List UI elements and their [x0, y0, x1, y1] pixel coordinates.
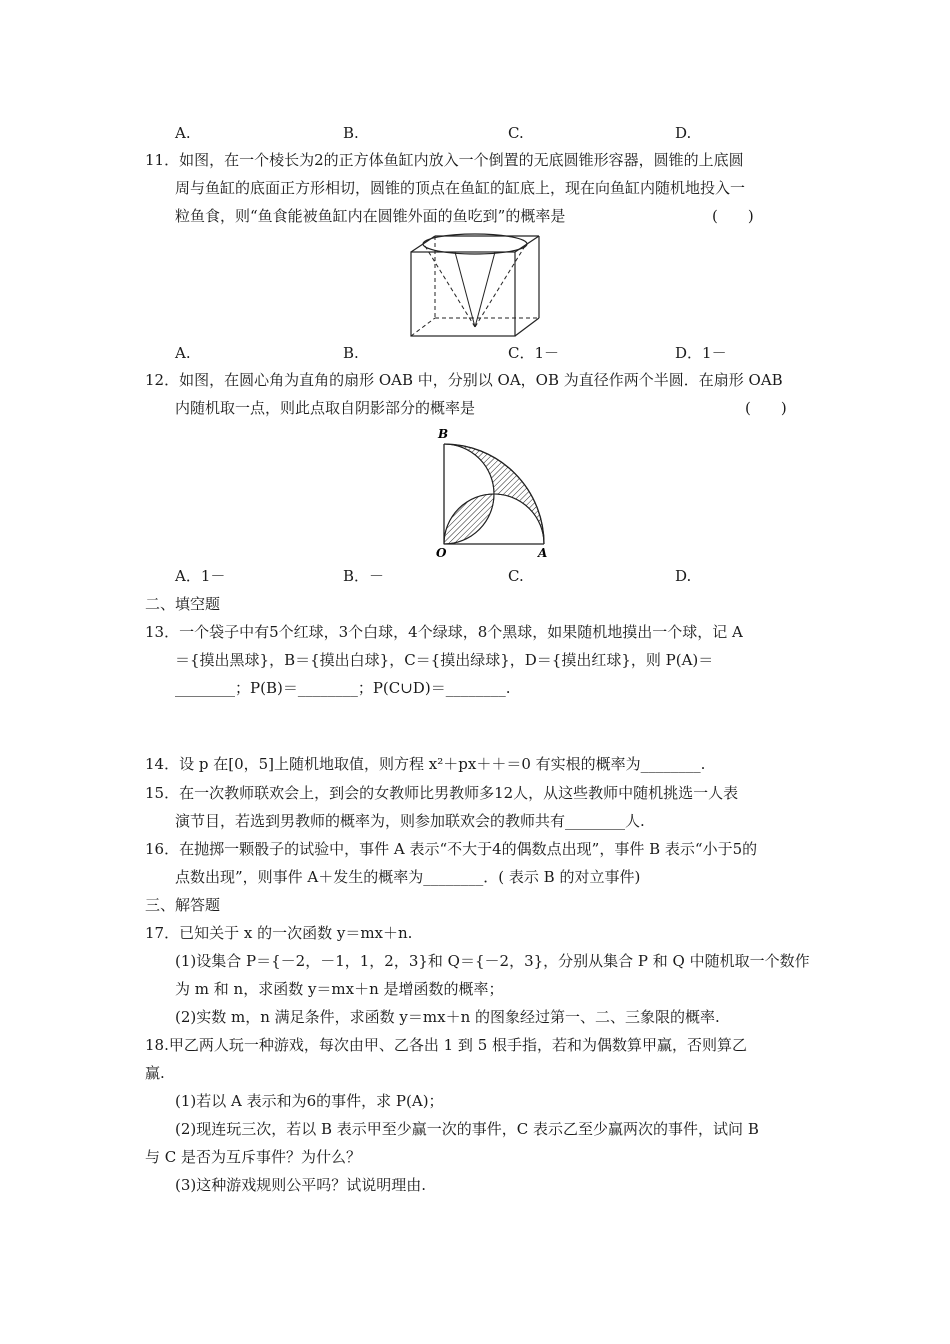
q17-line-1: 17．已知关于 x 的一次函数 y＝mx＋n. [145, 924, 413, 942]
q17-line-4: (2)实数 m，n 满足条件，求函数 y＝mx＋n 的图象经过第一、二、三象限的概率. [175, 1008, 720, 1026]
q14-line-1: 14．设 p 在[0，5]上随机地取值，则方程 x²＋px＋＋＝0 有实根的概率为________. [145, 755, 706, 773]
q12-option-b: B．－ [343, 567, 385, 585]
q18-line-6: (3)这种游戏规则公平吗？试说明理由. [175, 1176, 427, 1194]
q12-option-d: D. [675, 567, 692, 585]
section-solve-heading: 三、解答题 [145, 896, 221, 914]
label-a: A [538, 546, 548, 560]
q13-line-2: ＝{摸出黑球}，B＝{摸出白球}，C＝{摸出绿球}，D＝{摸出红球}，则 P(A)＝ [175, 651, 714, 669]
q15-line-1: 15．在一次教师联欢会上，到会的女教师比男教师多12人，从这些教师中随机挑选一人表 [145, 784, 739, 802]
q18-line-3: (1)若以 A 表示和为6的事件，求 P(A)； [175, 1092, 444, 1110]
q13-line-1: 13．一个袋子中有5个红球，3个白球，4个绿球，8个黑球，如果随机地摸出一个球，记 A [145, 623, 743, 641]
q18-line-4: (2)现连玩三次，若以 B 表示甲至少赢一次的事件，C 表示乙至少赢两次的事件，试问 B [175, 1120, 759, 1138]
q11-line-2: 周与鱼缸的底面正方形相切，圆锥的顶点在鱼缸的缸底上，现在向鱼缸内随机地投入一 [175, 179, 746, 197]
q18-line-5: 与 C 是否为互斥事件？为什么？ [145, 1148, 362, 1166]
q11-line-3: 粒鱼食，则“鱼食能被鱼缸内在圆锥外面的鱼吃到”的概率是 [175, 207, 566, 225]
q16-line-1: 16．在抛掷一颗骰子的试验中，事件 A 表示“不大于4的偶数点出现”，事件 B 表示“小于5的 [145, 840, 758, 858]
q11-option-d: D．1－ [675, 344, 727, 362]
q11-answer-paren: ( ) [712, 207, 754, 225]
q10-option-c: C. [508, 124, 524, 142]
q10-option-a: A. [175, 124, 191, 142]
section-fill-in-heading: 二、填空题 [145, 595, 221, 613]
q12-answer-paren: ( ) [745, 399, 787, 417]
q12-option-c: C. [508, 567, 524, 585]
q10-option-b: B. [343, 124, 359, 142]
q11-line-1: 11．如图，在一个棱长为2的正方体鱼缸内放入一个倒置的无底圆锥形容器，圆锥的上底圆 [145, 151, 744, 169]
q11-option-c: C．1－ [508, 344, 560, 362]
q12-option-a: A．1－ [175, 567, 226, 585]
q10-options [175, 122, 735, 144]
q11-option-b: B. [343, 344, 359, 362]
q18-line-2: 赢. [145, 1064, 165, 1082]
q12-options [175, 565, 735, 587]
q18-line-1: 18.甲乙两人玩一种游戏，每次由甲、乙各出 1 到 5 根手指，若和为偶数算甲赢，否则算乙 [145, 1036, 748, 1054]
q10-option-d: D. [675, 124, 692, 142]
q11-options [175, 342, 735, 364]
q17-line-3: 为 m 和 n，求函数 y＝mx＋n 是增函数的概率； [175, 980, 504, 998]
q12-line-2: 内随机取一点，则此点取自阴影部分的概率是 [175, 399, 476, 417]
sector-figure [432, 424, 562, 560]
label-o: O [436, 546, 447, 560]
cube-cone-figure [405, 232, 545, 342]
label-b: B [438, 427, 449, 441]
q11-option-a: A. [175, 344, 191, 362]
q15-line-2: 演节目，若选到男教师的概率为，则参加联欢会的教师共有________人. [175, 812, 645, 830]
q12-line-1: 12．如图，在圆心角为直角的扇形 OAB 中，分别以 OA，OB 为直径作两个半圆．在扇形 OAB [145, 371, 783, 389]
q13-line-3: ________；P(B)＝________；P(C∪D)＝________. [175, 679, 511, 697]
q16-line-2: 点数出现”，则事件 A＋发生的概率为________．( 表示 B 的对立事件) [175, 868, 641, 886]
q17-line-2: (1)设集合 P＝{－2，－1，1，2，3}和 Q＝{－2，3}，分别从集合 P 和 Q 中随机取一个数作 [175, 952, 810, 970]
